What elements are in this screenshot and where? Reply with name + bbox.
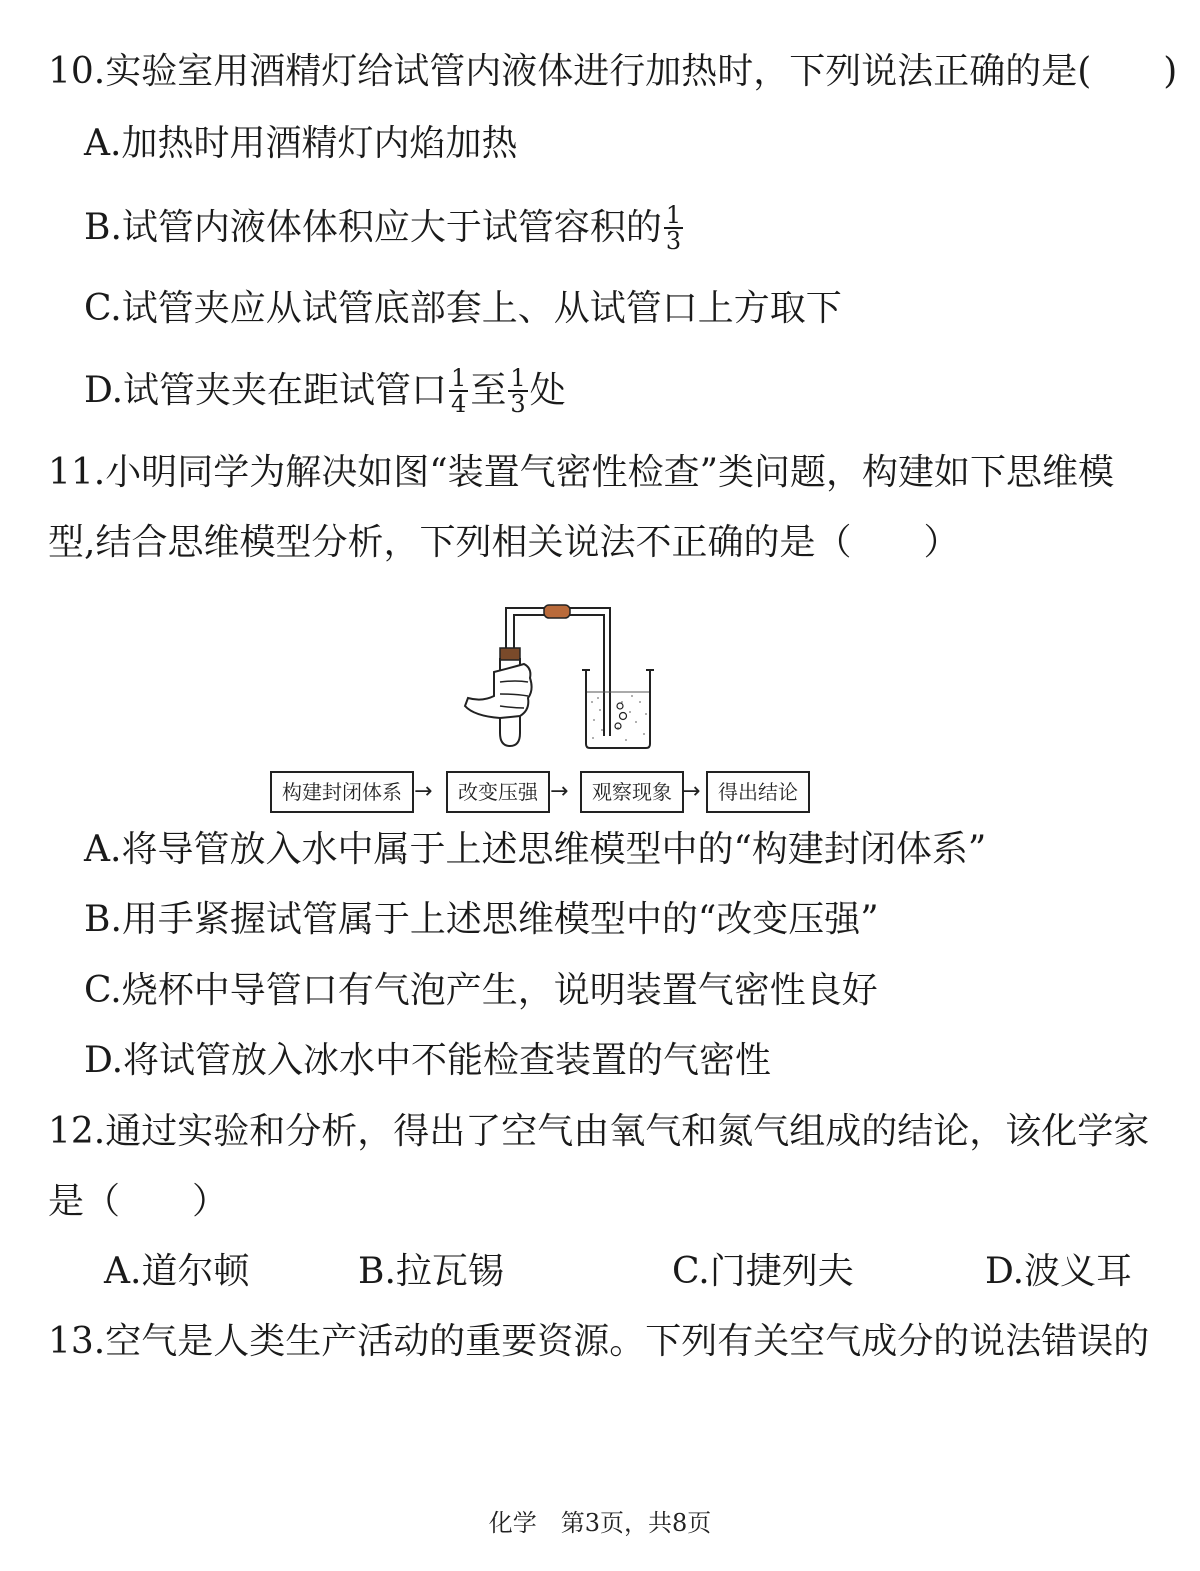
- q12-option-a: A.道尔顿: [104, 1251, 250, 1292]
- flow-arrow-icon: →: [682, 779, 701, 804]
- flow-step-3: 观察现象: [580, 771, 684, 813]
- flow-step-2: 改变压强: [446, 771, 550, 813]
- flow-arrow-icon: →: [550, 779, 569, 804]
- q11-stem-line2: 型,结合思维模型分析，下列相关说法不正确的是（ ）: [48, 522, 960, 563]
- q10-option-d-text: D.试管夹夹在距试管口: [84, 370, 448, 411]
- q11-stem-line1: 11.小明同学为解决如图“装置气密性检查”类问题，构建如下思维模: [48, 452, 1115, 493]
- q13-stem-line1: 13.空气是人类生产活动的重要资源。下列有关空气成分的说法错误的: [48, 1321, 1150, 1362]
- q11-option-c: C.烧杯中导管口有气泡产生，说明装置气密性良好: [84, 970, 878, 1011]
- q10-option-c: C.试管夹应从试管底部套上、从试管口上方取下: [84, 288, 842, 329]
- denominator: 3: [665, 227, 682, 255]
- q10-option-d-mid: 至: [470, 370, 507, 411]
- airtightness-apparatus-figure: [460, 598, 660, 758]
- q10-option-a: A.加热时用酒精灯内焰加热: [84, 123, 518, 164]
- q12-option-c: C.门捷列夫: [672, 1251, 854, 1292]
- q10-option-d-end: 处: [529, 370, 566, 411]
- hand: [465, 664, 532, 718]
- q10-option-b-text: B.试管内液体体积应大于试管容积的: [84, 207, 662, 248]
- stopper: [500, 648, 520, 660]
- flow-step-1: 构建封闭体系: [270, 771, 414, 813]
- numerator: 1: [510, 364, 526, 392]
- q12-option-b: B.拉瓦锡: [358, 1251, 504, 1292]
- q10-option-b: [84, 201, 685, 255]
- water-dots: [591, 695, 647, 741]
- flow-step-4: 得出结论: [706, 771, 810, 813]
- q12-option-d: D.波义耳: [985, 1251, 1133, 1292]
- q12-stem-line2: 是（ ）: [48, 1181, 229, 1222]
- numerator: 1: [665, 201, 682, 229]
- q10-option-d: [84, 364, 566, 418]
- rubber-tube-connector: [544, 605, 570, 618]
- gas-bubbles: [615, 703, 627, 729]
- flow-arrow-icon: →: [414, 779, 433, 804]
- page-footer: 化学 第3页，共8页: [488, 1509, 712, 1537]
- q11-option-a: A.将导管放入水中属于上述思维模型中的“构建封闭体系”: [84, 829, 987, 870]
- fraction-one-third: [664, 203, 683, 253]
- q11-option-b: B.用手紧握试管属于上述思维模型中的“改变压强”: [84, 899, 879, 940]
- fraction-one-fourth: [449, 366, 468, 416]
- q11-option-d: D.将试管放入冰水中不能检查装置的气密性: [84, 1040, 772, 1081]
- denominator: 3: [510, 390, 526, 418]
- q10-stem: 10.实验室用酒精灯给试管内液体进行加热时，下列说法正确的是( ): [48, 51, 1178, 92]
- q12-stem-line1: 12.通过实验和分析，得出了空气由氧气和氮气组成的结论，该化学家: [48, 1111, 1150, 1152]
- denominator: 4: [451, 390, 467, 418]
- numerator: 1: [451, 364, 467, 392]
- beaker: [586, 670, 650, 748]
- fraction-one-third: [508, 366, 527, 416]
